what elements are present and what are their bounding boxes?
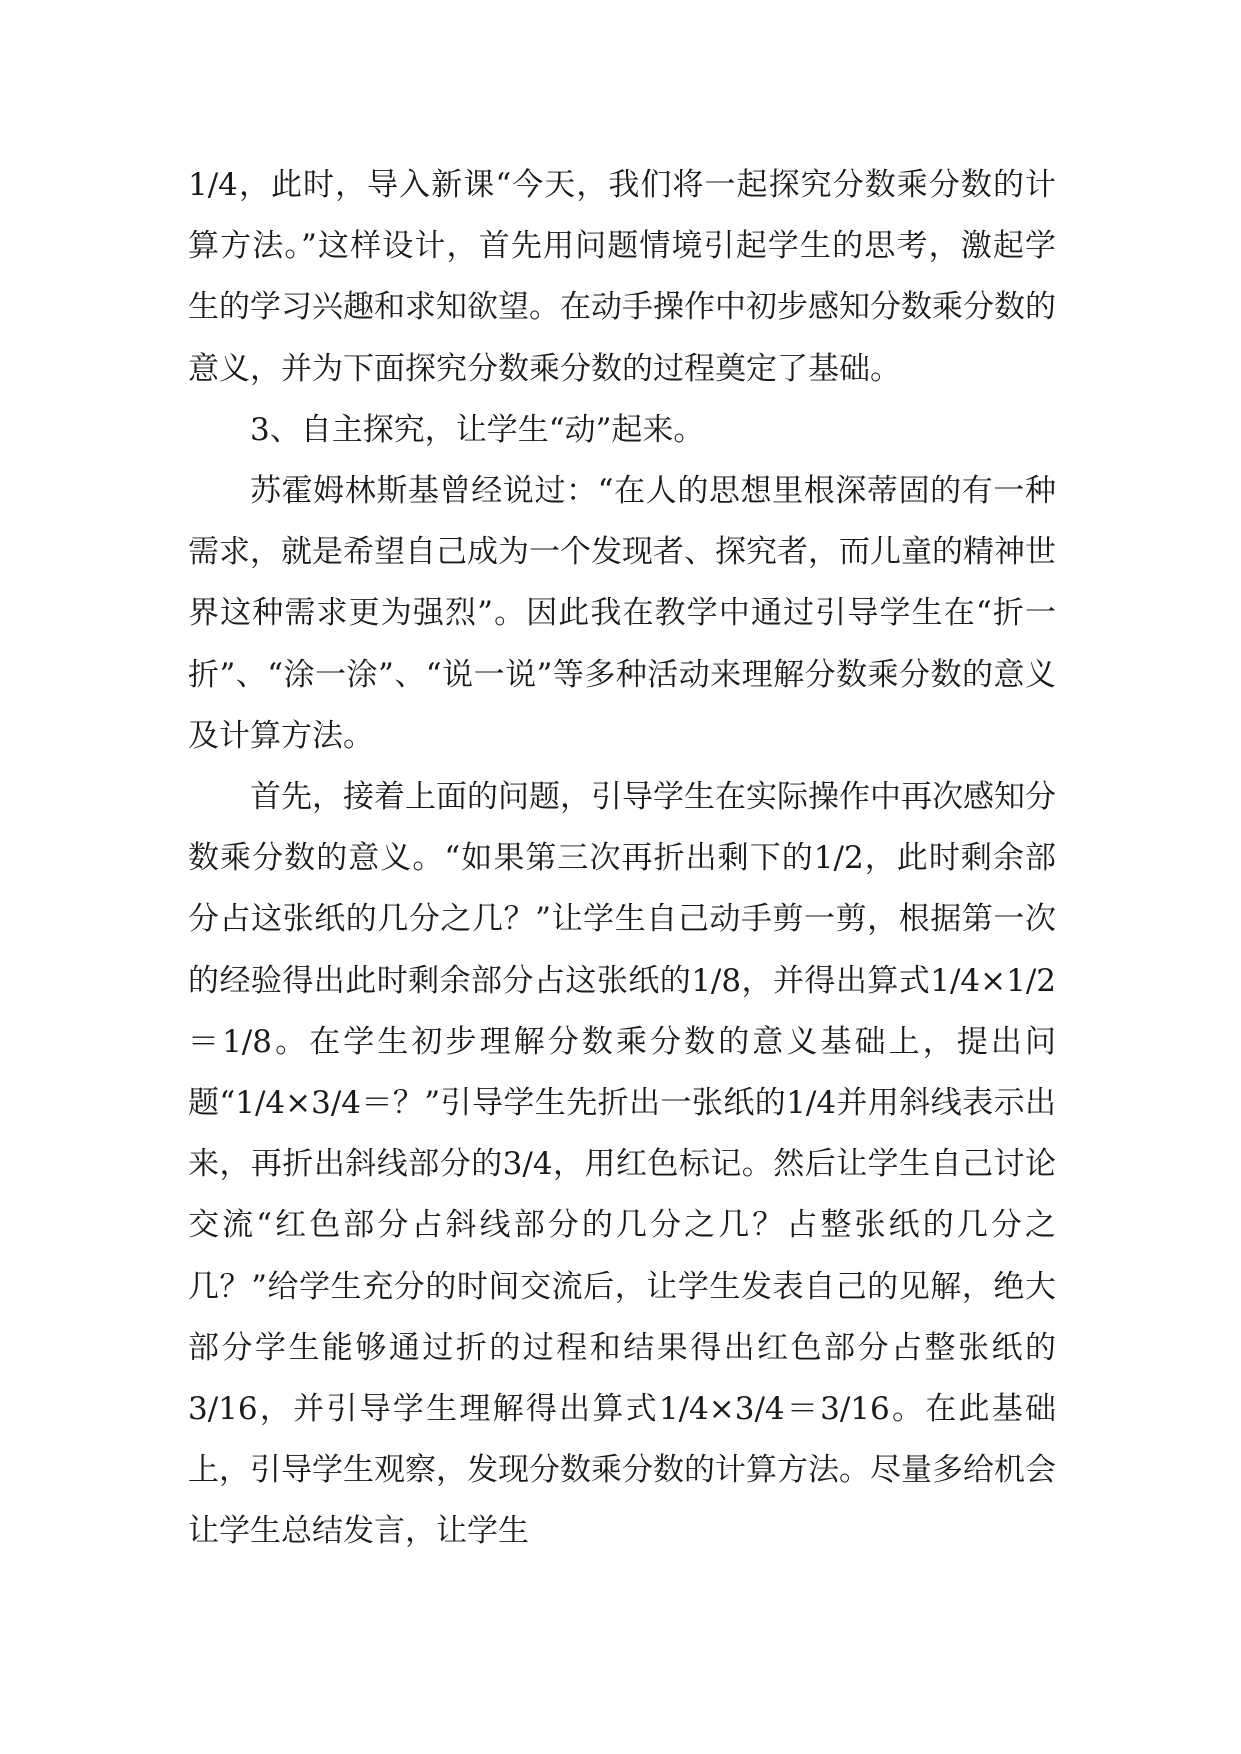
section-heading: 3、自主探究，让学生“动”起来。	[250, 411, 705, 448]
document-body	[188, 155, 1056, 1563]
paragraph-continuation: 1/4，此时，导入新课“今天，我们将一起探究分数乘分数的计算方法。”这样设计，首先用问题情境引起学生的思考，激起学生的学习兴趣和求知欲望。在动手操作中初步感知分数乘分数的意义，并为下面探究分数乘分数的过程奠定了基础。	[188, 167, 1056, 387]
paragraph-quote: 苏霍姆林斯基曾经说过：“在人的思想里根深蒂固的有一种需求，就是希望自己成为一个发现者、探究者，而儿童的精神世界这种需求更为强烈”。因此我在教学中通过引导学生在“折一折”、“涂一涂”、“说一说”等多种活动来理解分数乘分数的意义及计算方法。	[188, 473, 1056, 754]
paragraph-method: 首先，接着上面的问题，引导学生在实际操作中再次感知分数乘分数的意义。“如果第三次再折出剩下的1/2，此时剩余部分占这张纸的几分之几？”让学生自己动手剪一剪，根据第一次的经验得出此时剩余部分占这张纸的1/8，并得出算式1/4×1/2＝1/8。在学生初步理解分数乘分数的意义基础上，提出问题“1/4×3/4＝？”引导学生先折出一张纸的1/4并用斜线表示出来，再折出斜线部分的3/4，用红色标记。然后让学生自己讨论交流“红色部分占斜线部分的几分之几？占整张纸的几分之几？”给学生充分的时间交流后，让学生发表自己的见解，绝大部分学生能够通过折的过程和结果得出红色部分占整张纸的3/16，并引导学生理解得出算式1/4×3/4＝3/16。在此基础上，引导学生观察，发现分数乘分数的计算方法。尽量多给机会让学生总结发言，让学生	[188, 779, 1056, 1550]
